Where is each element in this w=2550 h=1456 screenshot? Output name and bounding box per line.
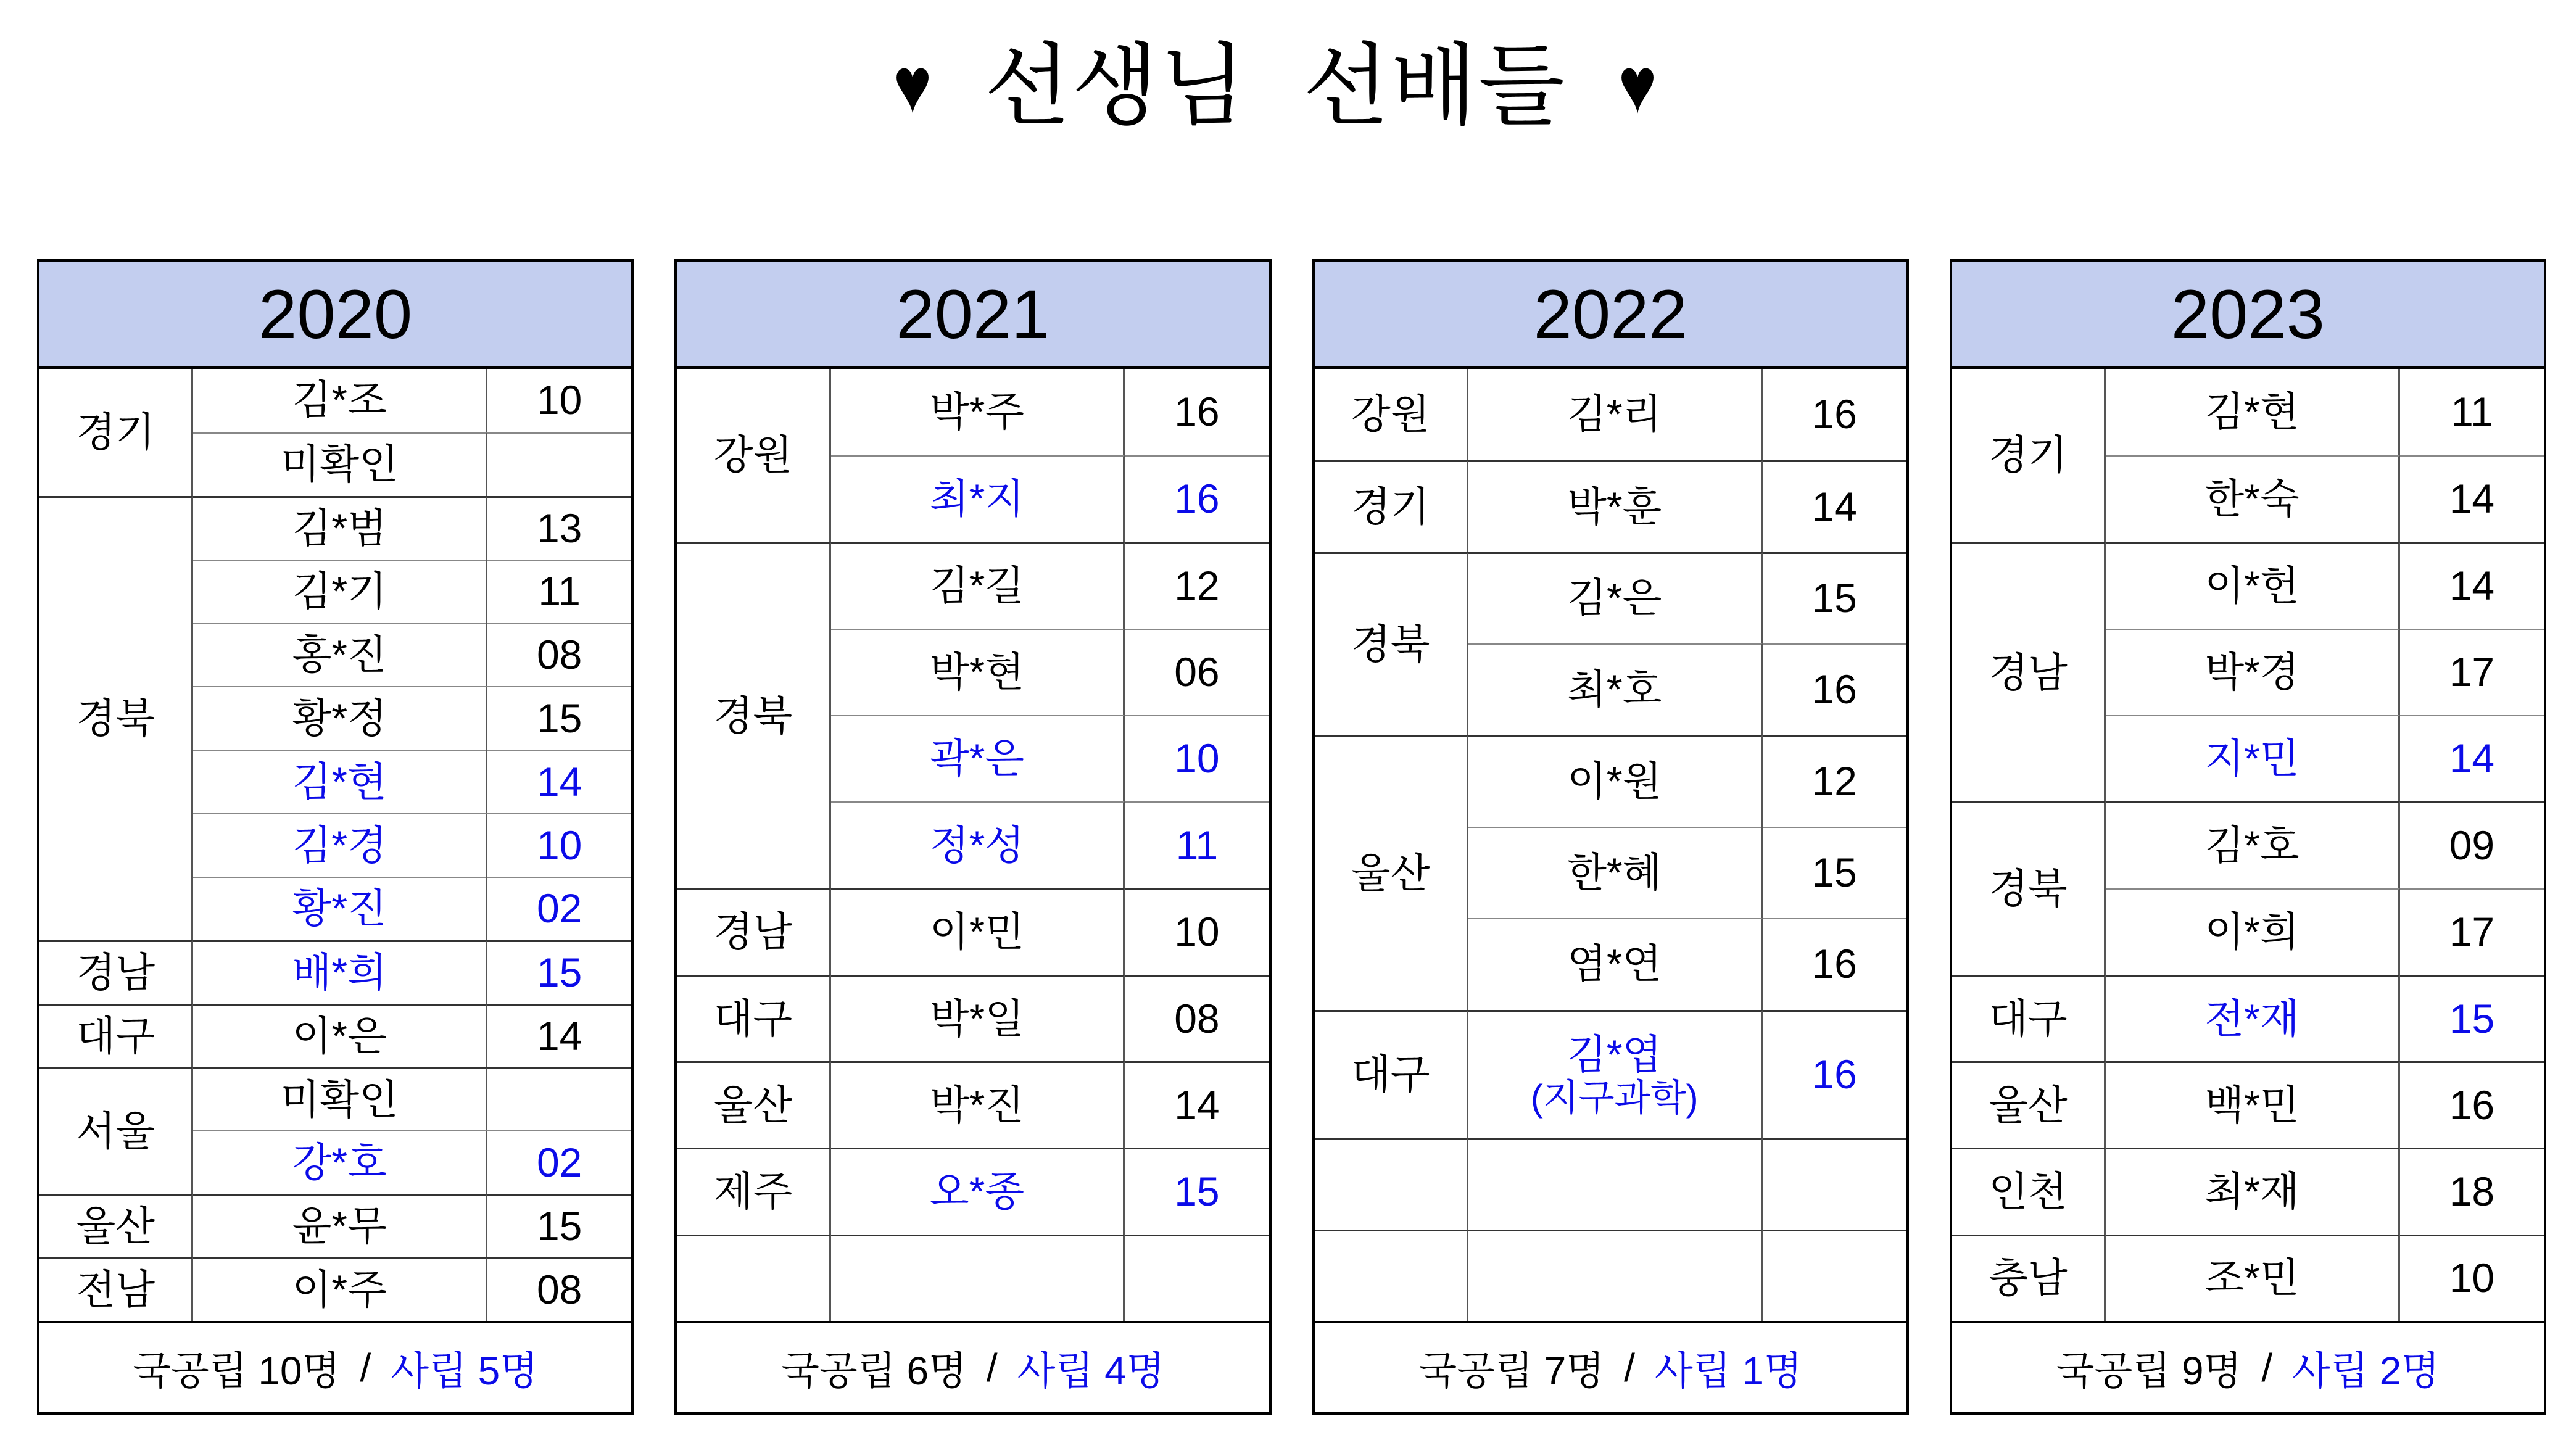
name-cell	[2106, 801, 2400, 888]
name-text: 강*호	[292, 1139, 387, 1185]
name-cell	[2106, 888, 2400, 975]
name-cell	[2106, 1148, 2400, 1234]
value-cell: 16	[1763, 918, 1906, 1009]
name-cell	[1468, 918, 1763, 1009]
name-cell	[2106, 369, 2400, 455]
name-text: 최*지	[929, 476, 1025, 522]
region-cell: 경남	[1952, 542, 2106, 802]
region-cell: 경북	[1952, 801, 2106, 975]
name-text: 미확인	[280, 1076, 399, 1122]
value-cell: 10	[2400, 1235, 2544, 1321]
name-cell	[1468, 460, 1763, 552]
region-cell: 제주	[677, 1148, 830, 1234]
region-cell: 경북	[39, 496, 193, 940]
name-text: 박*현	[929, 649, 1025, 695]
name-cell	[831, 888, 1125, 975]
value-cell: 17	[2400, 629, 2544, 715]
name-cell	[193, 750, 487, 813]
name-cell	[1468, 1138, 1763, 1229]
name-cell	[2106, 455, 2400, 542]
value-cell: 15	[487, 1194, 631, 1257]
region-cell: 경북	[1315, 552, 1468, 735]
name-text: 조*민	[2204, 1255, 2300, 1301]
region-cell: 서울	[39, 1067, 193, 1194]
name-cell	[2106, 1235, 2400, 1321]
year-header: 2021	[677, 262, 1269, 369]
name-cell	[193, 432, 487, 496]
year-header: 2022	[1315, 262, 1906, 369]
value-cell: 14	[1763, 460, 1906, 552]
name-text: 이*은	[292, 1012, 387, 1059]
summary-private: 사립 1명	[1654, 1349, 1802, 1393]
region-cell: 경남	[39, 940, 193, 1004]
name-cell	[831, 1148, 1125, 1234]
year-table-2021	[674, 259, 1271, 1415]
value-cell: 15	[1125, 1148, 1269, 1234]
value-cell: 15	[1763, 827, 1906, 918]
name-cell	[1468, 552, 1763, 643]
summary-public: 국공립 7명	[1418, 1349, 1605, 1393]
name-text: 이*헌	[2204, 563, 2300, 609]
name-cell	[193, 496, 487, 560]
region-cell: 울산	[677, 1061, 830, 1148]
name-text: 윤*무	[292, 1203, 387, 1249]
table-footer	[1315, 1321, 1906, 1412]
value-cell: 15	[2400, 975, 2544, 1061]
value-cell: 15	[487, 686, 631, 750]
value-cell: 15	[487, 940, 631, 1004]
name-cell	[831, 801, 1125, 888]
table-body	[677, 369, 1269, 1321]
table-body	[39, 369, 631, 1321]
name-cell	[1468, 369, 1763, 460]
name-text: 최*호	[1567, 666, 1662, 713]
region-cell: 대구	[1315, 1010, 1468, 1138]
name-text: 이*원	[1567, 758, 1662, 805]
value-cell: 15	[1763, 552, 1906, 643]
region-cell: 울산	[1315, 735, 1468, 1009]
region-cell: 강원	[1315, 369, 1468, 460]
value-cell: 12	[1125, 542, 1269, 629]
name-text: 배*희	[292, 949, 387, 995]
page-title	[0, 32, 2550, 139]
name-cell	[2106, 542, 2400, 629]
name-cell	[193, 560, 487, 623]
summary-separator: /	[986, 1346, 998, 1390]
summary-public: 국공립 9명	[2056, 1349, 2242, 1393]
name-text: 황*진	[292, 885, 387, 932]
name-cell	[2106, 1061, 2400, 1148]
value-cell: 16	[1763, 643, 1906, 735]
name-text: 김*호	[2204, 822, 2300, 869]
year-header: 2023	[1952, 262, 2544, 369]
name-text: 이*희	[2204, 908, 2300, 954]
name-text: 김*길	[929, 563, 1025, 609]
year-table-2023	[1950, 259, 2546, 1415]
region-cell: 울산	[1952, 1061, 2106, 1148]
value-cell: 13	[487, 496, 631, 560]
value-cell: 17	[2400, 888, 2544, 975]
value-cell: 02	[487, 877, 631, 940]
name-subject-text: (지구과학)	[1530, 1077, 1699, 1119]
value-cell: 02	[487, 1130, 631, 1194]
value-cell: 08	[487, 1257, 631, 1321]
value-cell: 14	[487, 750, 631, 813]
name-text: 김*현	[2204, 389, 2300, 435]
name-cell	[2106, 975, 2400, 1061]
name-text: 황*정	[292, 695, 387, 741]
value-cell: 14	[1125, 1061, 1269, 1148]
name-text: 김*경	[292, 822, 387, 868]
name-text: 최*재	[2204, 1169, 2300, 1215]
name-text: 김*기	[292, 568, 387, 614]
name-cell	[831, 455, 1125, 542]
value-cell: 16	[1763, 1010, 1906, 1138]
name-cell	[1468, 735, 1763, 826]
value-cell: 16	[1174, 389, 1220, 435]
region-cell	[677, 1235, 830, 1321]
value-cell: 10	[1125, 888, 1269, 975]
value-cell	[1125, 1235, 1269, 1321]
region-cell: 전남	[39, 1257, 193, 1321]
name-text: 김*조	[292, 377, 387, 423]
name-text: 이*주	[292, 1267, 387, 1313]
name-text: 김*현	[292, 758, 387, 805]
name-text: 지*민	[2204, 735, 2300, 782]
year-header: 2020	[39, 262, 631, 369]
name-text: 홍*진	[292, 631, 387, 677]
name-cell	[2106, 715, 2400, 801]
region-cell: 경기	[39, 369, 193, 496]
name-cell	[193, 1194, 487, 1257]
value-cell: 11	[1125, 801, 1269, 888]
name-text: 박*훈	[1567, 484, 1662, 530]
region-cell: 대구	[677, 975, 830, 1061]
name-cell	[193, 813, 487, 877]
value-cell: 09	[2400, 801, 2544, 888]
region-cell: 경남	[677, 888, 830, 975]
table-footer	[1952, 1321, 2544, 1412]
name-text: 정*성	[929, 822, 1025, 868]
region-cell: 경북	[677, 542, 830, 888]
heart-icon-left: ♥	[893, 41, 932, 130]
summary-public: 국공립 6명	[781, 1349, 967, 1393]
value-cell	[1763, 1138, 1906, 1229]
name-cell	[831, 629, 1125, 715]
value-cell: 14	[2400, 542, 2544, 629]
name-cell	[193, 1067, 487, 1131]
name-cell	[1468, 1230, 1763, 1321]
region-cell: 대구	[1952, 975, 2106, 1061]
name-text: 전*재	[2204, 995, 2300, 1041]
region-cell	[1315, 1230, 1468, 1321]
name-text: 박*진	[929, 1082, 1025, 1128]
value-cell: 14	[2400, 455, 2544, 542]
year-table-2022	[1312, 259, 1909, 1415]
summary-private: 사립 2명	[2292, 1349, 2440, 1393]
name-cell	[1468, 1010, 1763, 1138]
name-cell	[193, 686, 487, 750]
name-cell	[2106, 629, 2400, 715]
title-text: 선생님 선배들	[984, 36, 1566, 136]
value-cell: 16	[1125, 455, 1269, 542]
name-cell	[831, 975, 1125, 1061]
name-cell	[193, 623, 487, 686]
name-text: 오*종	[929, 1169, 1025, 1215]
name-cell	[193, 1257, 487, 1321]
name-text: 곽*은	[929, 735, 1025, 782]
name-cell	[831, 715, 1125, 801]
value-cell: 16	[1811, 391, 1857, 437]
value-cell: 14	[487, 1004, 631, 1067]
name-cell	[193, 1130, 487, 1194]
name-text: 이*민	[929, 909, 1025, 955]
name-text: 한*혜	[1567, 850, 1662, 896]
name-text: 박*일	[929, 995, 1025, 1041]
name-text: 백*민	[2204, 1082, 2300, 1128]
value-cell: 08	[487, 623, 631, 686]
table-footer	[677, 1321, 1269, 1412]
value-cell: 10	[1125, 715, 1269, 801]
region-cell: 강원	[677, 369, 830, 542]
region-cell: 충남	[1952, 1235, 2106, 1321]
value-cell	[487, 432, 631, 496]
region-cell: 경기	[1315, 460, 1468, 552]
name-cell	[831, 1235, 1125, 1321]
region-cell: 대구	[39, 1004, 193, 1067]
summary-public: 국공립 10명	[133, 1349, 341, 1393]
name-cell	[193, 940, 487, 1004]
name-text: 김*엽	[1567, 1032, 1662, 1078]
name-cell	[831, 542, 1125, 629]
region-cell: 인천	[1952, 1148, 2106, 1234]
table-footer	[39, 1321, 631, 1412]
name-text: 김*리	[1567, 391, 1662, 437]
tables-row	[37, 259, 2546, 1415]
name-cell	[1468, 827, 1763, 918]
summary-private: 사립 5명	[391, 1349, 539, 1393]
name-text: 박*경	[2204, 649, 2300, 695]
name-cell	[193, 877, 487, 940]
name-text: 한*숙	[2204, 476, 2300, 522]
value-cell: 08	[1125, 975, 1269, 1061]
region-cell: 경기	[1952, 369, 2106, 542]
name-cell	[193, 369, 487, 432]
name-text: 박*주	[929, 389, 1025, 435]
summary-separator: /	[1624, 1346, 1635, 1390]
year-table-2020	[37, 259, 634, 1415]
value-cell: 16	[2400, 1061, 2544, 1148]
table-body	[1952, 369, 2544, 1321]
name-text: 김*은	[1567, 575, 1662, 621]
value-cell: 11	[487, 560, 631, 623]
region-cell: 울산	[39, 1194, 193, 1257]
name-text: 미확인	[280, 441, 399, 487]
name-cell	[831, 1061, 1125, 1148]
name-cell	[831, 369, 1125, 455]
name-cell	[1468, 643, 1763, 735]
heart-icon-right: ♥	[1618, 41, 1657, 130]
value-cell: 18	[2400, 1148, 2544, 1234]
name-text: 염*연	[1567, 941, 1662, 987]
value-cell	[487, 1067, 631, 1131]
summary-separator: /	[360, 1346, 371, 1390]
value-cell: 10	[487, 813, 631, 877]
value-cell: 11	[2451, 389, 2493, 435]
name-text: 김*범	[292, 505, 387, 551]
region-cell	[1315, 1138, 1468, 1229]
value-cell: 06	[1125, 629, 1269, 715]
summary-private: 사립 4명	[1017, 1349, 1165, 1393]
summary-separator: /	[2261, 1346, 2273, 1390]
value-cell: 10	[536, 377, 582, 423]
value-cell	[1763, 1230, 1906, 1321]
name-cell	[193, 1004, 487, 1067]
value-cell: 12	[1763, 735, 1906, 826]
table-body	[1315, 369, 1906, 1321]
value-cell: 14	[2400, 715, 2544, 801]
